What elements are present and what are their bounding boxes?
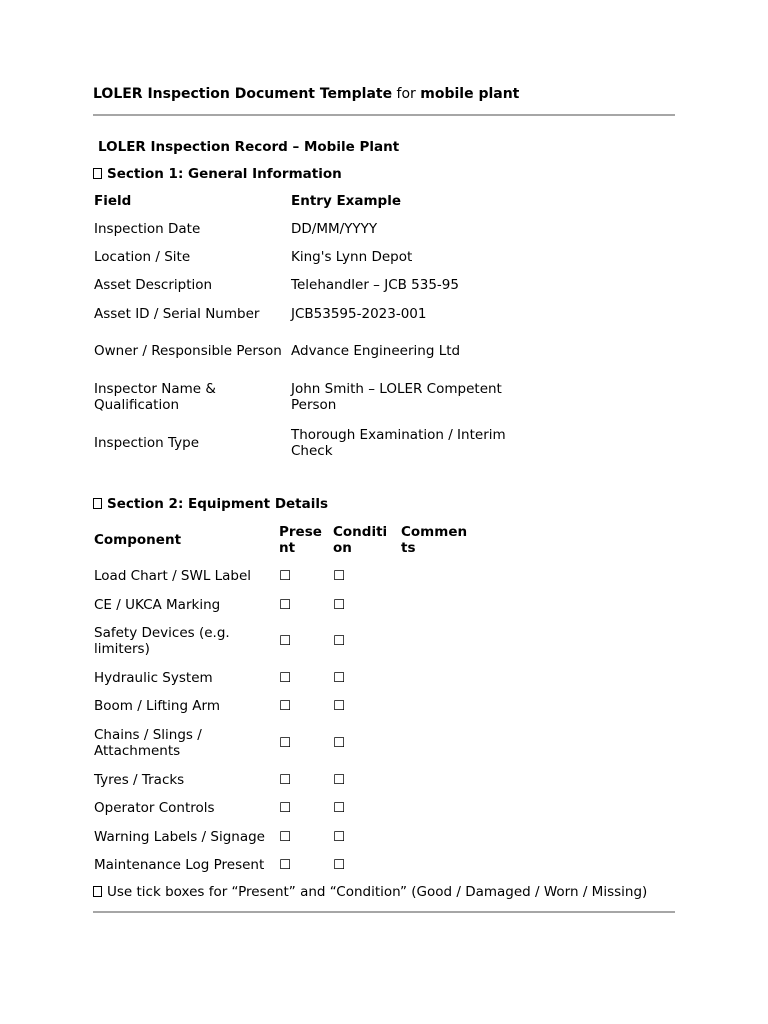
document-title-connector: for (392, 86, 421, 102)
table-row (93, 328, 531, 374)
table-row (93, 215, 531, 243)
comments-cell (400, 692, 471, 720)
component-label: Chains / Slings / Attachments (94, 726, 202, 759)
field-label: Asset Description (94, 277, 213, 293)
field-label: Inspection Type (94, 435, 200, 451)
condition-checkbox[interactable]: ☐ (333, 633, 346, 649)
condition-checkbox[interactable]: ☐ (333, 771, 346, 788)
document-title-subject: mobile plant (420, 86, 520, 102)
field-value: King's Lynn Depot (291, 249, 413, 265)
table-row (93, 822, 471, 851)
present-checkbox[interactable]: ☐ (279, 857, 292, 873)
comments-cell (400, 562, 471, 590)
table-header-row (93, 187, 531, 215)
table-row (93, 692, 471, 720)
missing-glyph-icon (93, 168, 102, 179)
footnote (93, 884, 647, 900)
table-header-row (93, 518, 471, 562)
present-checkbox[interactable]: ☐ (279, 698, 292, 714)
field-label: Inspection Date (94, 221, 201, 237)
component-label: Tyres / Tracks (94, 771, 185, 788)
field-value: Thorough Examination / Interim Check (291, 427, 506, 459)
equipment-table (93, 518, 471, 879)
table-row (93, 299, 531, 328)
component-label: Boom / Lifting Arm (94, 698, 221, 714)
field-label: Asset ID / Serial Number (94, 305, 260, 322)
present-checkbox[interactable]: ☐ (279, 734, 292, 751)
present-checkbox[interactable]: ☐ (279, 771, 292, 788)
present-checkbox[interactable]: ☐ (279, 596, 292, 613)
missing-glyph-icon (93, 886, 102, 897)
condition-checkbox[interactable]: ☐ (333, 734, 346, 751)
field-value: Advance Engineering Ltd (291, 343, 461, 359)
condition-checkbox[interactable]: ☐ (333, 669, 346, 686)
table-row (93, 271, 531, 299)
field-value: John Smith – LOLER Competent Person (291, 381, 502, 413)
condition-checkbox[interactable]: ☐ (333, 568, 346, 584)
comments-cell (400, 794, 471, 822)
present-checkbox[interactable]: ☐ (279, 800, 292, 816)
column-header-condition (332, 518, 400, 562)
comments-cell (400, 822, 471, 851)
component-label: Operator Controls (94, 800, 215, 816)
field-label: Owner / Responsible Person (94, 343, 282, 359)
bottom-divider (93, 911, 675, 913)
present-checkbox[interactable]: ☐ (279, 669, 292, 686)
top-divider (93, 114, 675, 116)
column-header-present-text: Prese nt (279, 524, 322, 556)
condition-checkbox[interactable]: ☐ (333, 596, 346, 613)
column-header-comments (400, 518, 471, 562)
component-label: Warning Labels / Signage (94, 828, 265, 845)
present-checkbox[interactable]: ☐ (279, 633, 292, 649)
component-label: Safety Devices (e.g. limiters) (94, 625, 230, 657)
column-header-present (278, 518, 332, 562)
table-row (93, 851, 471, 879)
component-label: CE / UKCA Marking (94, 596, 221, 613)
table-row (93, 720, 471, 765)
table-row (93, 663, 471, 692)
condition-checkbox[interactable]: ☐ (333, 800, 346, 816)
comments-cell (400, 765, 471, 794)
document-title (93, 86, 519, 102)
table-row (93, 243, 531, 271)
table-row (93, 420, 531, 466)
present-checkbox[interactable]: ☐ (279, 568, 292, 584)
table-row (93, 765, 471, 794)
comments-cell (400, 851, 471, 879)
component-label: Hydraulic System (94, 669, 213, 686)
table-row (93, 794, 471, 822)
comments-cell (400, 590, 471, 619)
present-checkbox[interactable]: ☐ (279, 828, 292, 845)
table-row (93, 374, 531, 420)
component-label: Load Chart / SWL Label (94, 568, 252, 584)
comments-cell (400, 663, 471, 692)
column-header-entry-example: Entry Example (291, 193, 401, 209)
section2-heading-text: Section 2: Equipment Details (107, 496, 329, 512)
column-header-comments-text: Commen ts (401, 524, 468, 556)
component-label: Maintenance Log Present (94, 857, 265, 873)
condition-checkbox[interactable]: ☐ (333, 698, 346, 714)
field-label: Inspector Name & Qualification (94, 381, 216, 413)
comments-cell (400, 720, 471, 765)
condition-checkbox[interactable]: ☐ (333, 857, 346, 873)
section1-heading (93, 166, 342, 182)
footnote-text: Use tick boxes for “Present” and “Condition” (Good / Damaged / Worn / Missing) (107, 884, 648, 900)
section2-heading (93, 496, 328, 512)
table-row (93, 590, 471, 619)
column-header-condition-text: Conditi on (333, 524, 388, 556)
column-header-field: Field (94, 193, 132, 209)
field-value: Telehandler – JCB 535-95 (291, 277, 459, 293)
comments-cell (400, 619, 471, 663)
condition-checkbox[interactable]: ☐ (333, 828, 346, 845)
table-row (93, 619, 471, 663)
section1-heading-text: Section 1: General Information (107, 166, 342, 182)
general-info-table (93, 187, 531, 466)
field-value: JCB53595-2023-001 (291, 305, 427, 322)
table-row (93, 562, 471, 590)
field-value: DD/MM/YYYY (291, 221, 378, 237)
document-title-main: LOLER Inspection Document Template (93, 86, 393, 102)
column-header-component: Component (94, 532, 182, 548)
field-label: Location / Site (94, 249, 191, 265)
record-title: LOLER Inspection Record – Mobile Plant (98, 139, 400, 155)
missing-glyph-icon (93, 498, 102, 509)
